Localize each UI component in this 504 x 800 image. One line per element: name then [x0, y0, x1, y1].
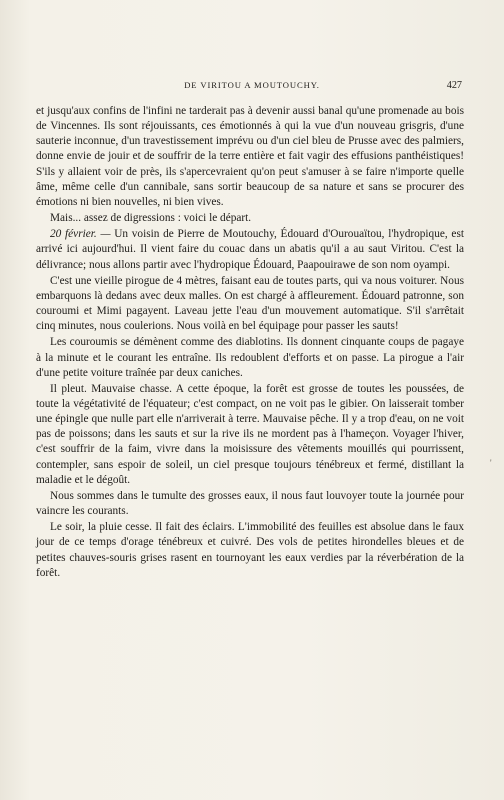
paragraph-digressions: Mais... assez de digressions : voici le départ. — [50, 212, 252, 225]
paragraph-high-water: Nous sommes dans le tumulte des grosses eaux, il nous faut louvoyer toute la journée pour vaincre les courants. — [36, 489, 464, 518]
paragraph-pirogue: C'est une vieille pirogue de 4 mètres, faisant eau de toutes parts, qui va nous voiturer. Nous embarquons là dedans avec deux malles. On est chargé à affleurement. Édouard patronne, son couroumi et Mimi pagayent. Laveau jette l'eau d'un mouvement automatique. S'il s'arrêtait cinq minutes, nous coulerions. Nous voilà en bel équipage pour passer les sauts! — [36, 274, 464, 333]
page-header — [36, 80, 468, 96]
body-text — [36, 104, 464, 581]
date-heading: 20 février. — — [50, 228, 111, 241]
paragraph-february-20 — [36, 227, 464, 272]
page-number: 427 — [446, 80, 462, 91]
paragraph-rain: Il pleut. Mauvaise chasse. A cette époque, la forêt est grosse de toutes les poussées, de toute la végétativité de l'équateur; c'est compact, on ne voit pas le gibier. On laisserait tomber une épingle que nulle part elle n'arriverait à terre. Mauvaise pêche. Il y a trop d'eau, on ne voit pas de poissons; dans les sauts et sur la rive ils ne mordent pas à l'hameçon. Voyager l'hiver, c'est souffrir de la faim, vivre dans la moisissure des vêtements mouillés qui pourrissent, contempler, sans espoir de soleil, un ciel presque toujours ténébreux et fermé, distillant la maladie et le dégoût. — [36, 382, 464, 486]
paragraph-continuation: et jusqu'aux confins de l'infini ne tarderait pas à devenir aussi banal qu'une promenade au bois de Vincennes. Ils sont réjouissants, ces émotionnés à qui la vue d'un nouveau grisgris, d'une sauterie inconnue, d'un travestissement imprévu ou d'un ciel bleu de Prusse avec des palmiers, donne envie de jouir et de souffrir de la terre entière et fait vagir des effusions panthéistiques! S'ils y allaient voir de près, ils s'apercevraient qu'on peut s'amuser à se faire n'importe quelle âme, même celle d'un cannibale, sans sortir beaucoup de sa nature et sans se procurer des émotions ni bien nouvelles, ni bien vives. — [36, 105, 464, 208]
paragraph-evening: Le soir, la pluie cesse. Il fait des éclairs. L'immobilité des feuilles est absolue dans le faux jour de ce temps d'orage ténébreux et cuivré. Des vols de petites hirondelles bleues et de petites chauves-souris grises rasent en tournoyant les eaux verdies par la réverbération de la forêt. — [36, 521, 464, 579]
margin-tick-mark: ' — [490, 458, 492, 468]
running-head: DE VIRITOU A MOUTOUCHY. — [184, 80, 320, 90]
paragraph-february-20-text: Un voisin de Pierre de Moutouchy, Édouard d'Ourouaïtou, l'hydropique, est arrivé ici aujourd'hui. Il vient faire du couac dans un abatis qu'il a au saut Viritou. C'est la délivrance; nous allons partir avec l'hydropique Édouard, Paapouirawe de son nom oyampi. — [36, 228, 464, 271]
paragraph-couroumis: Les couroumis se démènent comme des diablotins. Ils donnent cinquante coups de pagaye à la minute et le courant les entraîne. Ils redoublent d'efforts et on passe. La pirogue a l'air d'une petite voiture traînée par deux caniches. — [36, 336, 464, 379]
